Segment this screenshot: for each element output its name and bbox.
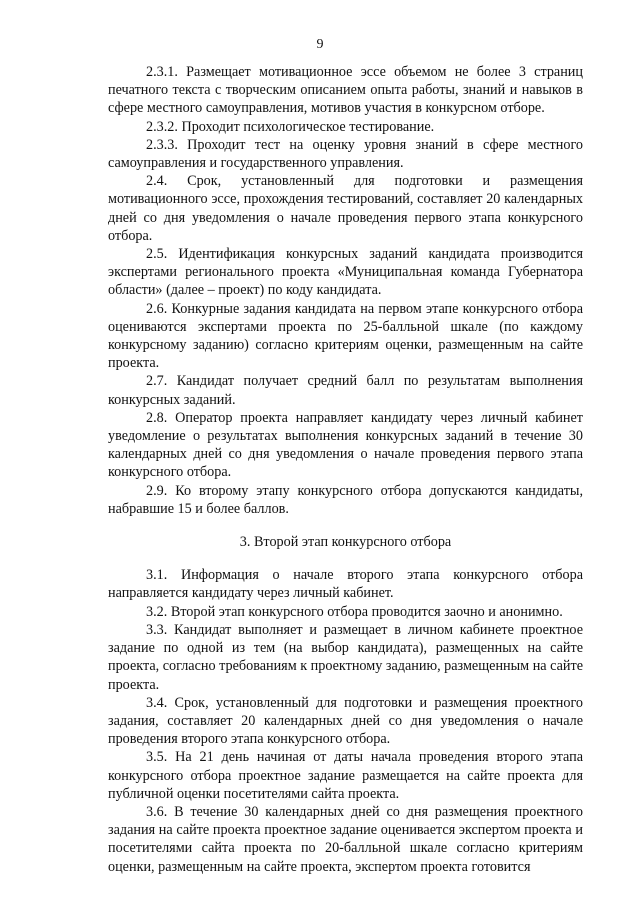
document-body — [108, 63, 583, 876]
page-number: 9 — [316, 37, 324, 52]
paragraph-3-3: 3.3. Кандидат выполняет и размещает в личном кабинете проектное задание по одной из тем (на выбор кандидата), размещенных на сайте проекта, согласно требованиям к проектному заданию, размещенным на сайте проекта. — [108, 621, 583, 693]
paragraph-2-7: 2.7. Кандидат получает средний балл по результатам выполнения конкурсных заданий. — [108, 373, 583, 408]
paragraph-2-3-2: 2.3.2. Проходит психологическое тестирование. — [146, 118, 435, 135]
section-3-heading: 3. Второй этап конкурсного отбора — [239, 534, 452, 551]
paragraph-2-3-3: 2.3.3. Проходит тест на оценку уровня знаний в сфере местного самоуправления и государственного управления. — [108, 136, 583, 172]
paragraph-2-5: 2.5. Идентификация конкурсных заданий кандидата производится экспертами регионального проекта «Муниципальная команда Губернатора области» (далее – проект) по коду кандидата. — [108, 246, 583, 299]
paragraph-2-6: 2.6. Конкурные задания кандидата на первом этапе конкурсного отбора оцениваются экспертами проекта по 25-балльной шкале (по каждому конкурсному заданию) согласно критериям оценки, размещенным на сайте проекта. — [108, 300, 583, 372]
paragraph-3-6: 3.6. В течение 30 календарных дней со дня размещения проектного задания на сайте проекта проектное задание оценивается экспертом проекта и посетителями сайта проекта по 20-балльной шкале согласно критериям оценки, размещенным на сайте проекта, экспертом проекта готовится — [108, 803, 583, 875]
paragraph-2-9: 2.9. Ко второму этапу конкурсного отбора допускаются кандидаты, набравшие 15 и более баллов. — [108, 482, 583, 517]
paragraph-2-8: 2.8. Оператор проекта направляет кандидату через личный кабинет уведомление о результатах выполнения конкурсных заданий в течение 30 календарных дней со дня уведомления о начале проведения первого этапа конкурсного отбора. — [108, 409, 583, 481]
paragraph-3-1: 3.1. Информация о начале второго этапа конкурсного отбора направляется кандидату через личный кабинет. — [108, 567, 583, 602]
paragraph-2-3-1: 2.3.1. Размещает мотивационное эссе объемом не более 3 страниц печатного текста с творческим описанием опыта работы, знаний и навыков в сфере местного самоуправления, мотивов участия в конкурсном отборе. — [108, 64, 583, 117]
paragraph-3-2: 3.2. Второй этап конкурсного отбора проводится заочно и анонимно. — [146, 603, 563, 620]
paragraph-2-4: 2.4. Срок, установленный для подготовки и размещения мотивационного эссе, прохождения тестирований, составляет 20 календарных дней со дня уведомления о начале проведения первого этапа конкурсного отбора. — [108, 173, 583, 244]
paragraph-3-4: 3.4. Срок, установленный для подготовки и размещения проектного задания, составляет 20 календарных дней со дня уведомления о начале проведения второго этапа конкурсного отбора. — [108, 694, 583, 748]
paragraph-3-5: 3.5. На 21 день начиная от даты начала проведения второго этапа конкурсного отбора проектное задание размещается на сайте проекта для публичной оценки посетителями сайта проекта. — [108, 749, 583, 802]
